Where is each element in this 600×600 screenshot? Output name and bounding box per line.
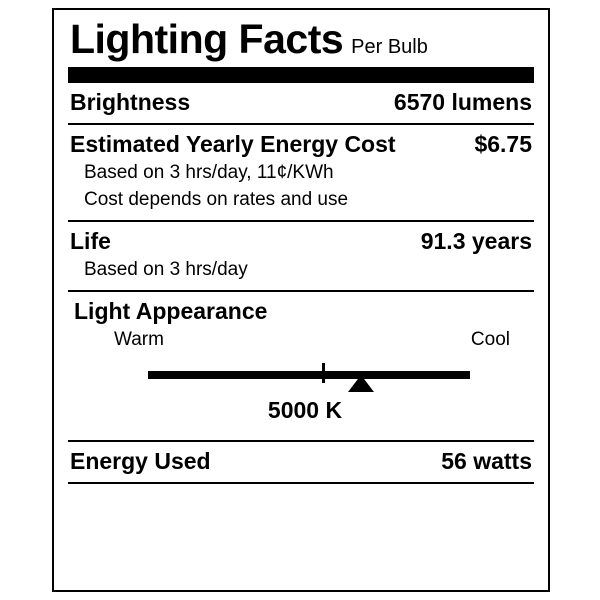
life-row: [66, 222, 536, 259]
brightness-label: Brightness: [70, 89, 191, 116]
label-title-main: Lighting Facts: [70, 16, 344, 62]
energy-used-label: Energy Used: [70, 448, 211, 475]
header-bar: [68, 67, 534, 83]
divider-5: [68, 482, 534, 484]
warm-cool-labels: [70, 327, 532, 353]
scale-pointer-icon: [348, 375, 374, 392]
energy-used-row: [66, 442, 536, 482]
lighting-facts-label: [52, 8, 550, 592]
energy-cost-note-1: Based on 3 hrs/day, 11¢/KWh: [84, 162, 334, 184]
label-title-sub: Per Bulb: [351, 36, 428, 58]
color-temperature-scale: [70, 355, 532, 395]
brightness-row: [66, 83, 536, 123]
energy-cost-note-2: Cost depends on rates and use: [84, 189, 349, 211]
kelvin-value: 5000 K: [267, 397, 343, 424]
light-appearance-block: [66, 292, 536, 440]
energy-cost-row: [66, 125, 536, 162]
life-note: Based on 3 hrs/day: [84, 259, 248, 281]
life-label: Life: [70, 228, 111, 255]
life-value: 91.3 years: [420, 228, 532, 255]
label-title: [66, 18, 536, 61]
light-appearance-label: Light Appearance: [74, 298, 268, 325]
energy-used-value: 56 watts: [441, 448, 532, 475]
energy-cost-value: $6.75: [474, 131, 532, 158]
label-inner: [66, 18, 536, 484]
warm-label: Warm: [114, 329, 164, 351]
scale-bar: [148, 371, 470, 379]
cool-label: Cool: [470, 329, 510, 351]
scale-tick-icon: [322, 363, 325, 383]
energy-cost-label: Estimated Yearly Energy Cost: [70, 131, 396, 158]
brightness-value: 6570 lumens: [393, 89, 532, 116]
